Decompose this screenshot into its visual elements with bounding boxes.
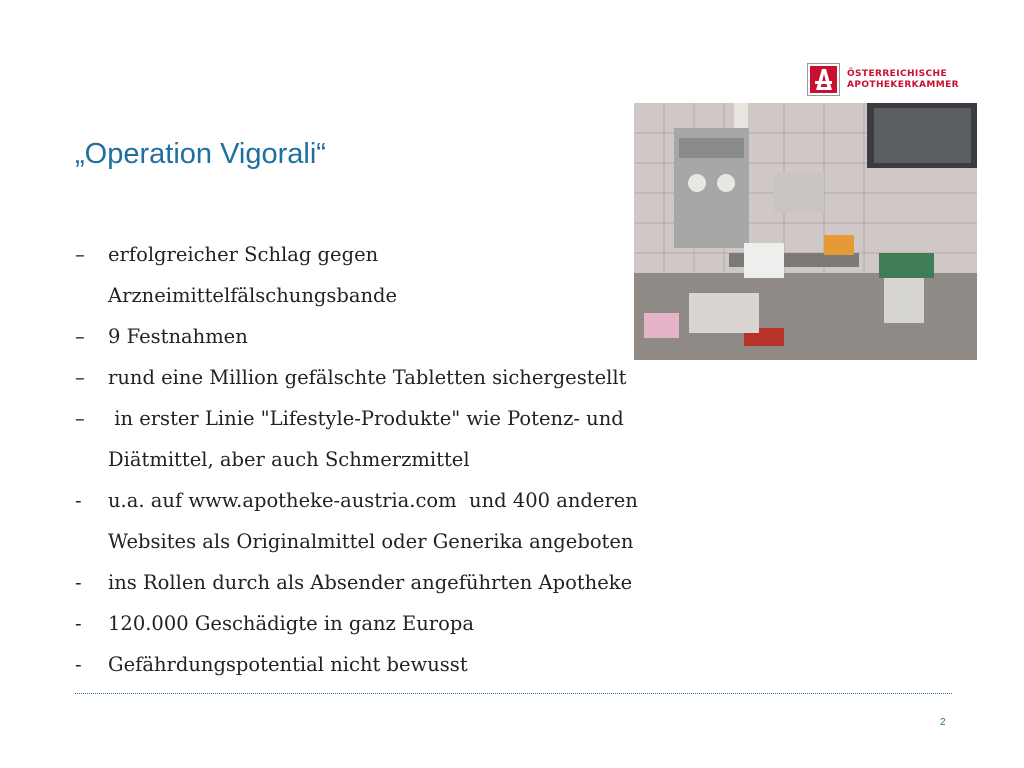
bullet-item — [75, 398, 675, 480]
bullet-list — [75, 234, 675, 685]
bullet-line: in erster Linie "Lifestyle-Produkte" wie Potenz- und — [108, 407, 624, 430]
apothekerkammer-logo — [807, 63, 960, 99]
bullet-marker: - — [75, 653, 82, 676]
bullet-line: 120.000 Geschädigte in ganz Europa — [108, 612, 474, 635]
bullet-line: erfolgreicher Schlag gegen — [108, 243, 379, 266]
bullet-marker: – — [75, 366, 85, 389]
bullet-line: Gefährdungspotential nicht bewusst — [108, 653, 468, 676]
apotheke-a-icon — [807, 63, 840, 96]
bullet-line: 9 Festnahmen — [108, 325, 248, 348]
bullet-line: u.a. auf www.apotheke-austria.com und 400 anderen — [108, 489, 638, 512]
bullet-item — [75, 603, 675, 644]
bullet-item — [75, 480, 675, 562]
bullet-marker: – — [75, 407, 85, 430]
bullet-item — [75, 644, 675, 685]
bullet-line: Websites als Originalmittel oder Generika angeboten — [108, 530, 634, 553]
page-number: 2 — [940, 717, 946, 728]
bullet-marker: – — [75, 243, 85, 266]
logo-line-1: ÖSTERREICHISCHE — [847, 69, 948, 79]
slide-title: „Operation Vigorali“ — [75, 138, 326, 170]
logo-text — [847, 69, 959, 91]
bullet-item — [75, 357, 675, 398]
bullet-line: ins Rollen durch als Absender angeführten Apotheke — [108, 571, 633, 594]
bullet-marker: - — [75, 612, 82, 635]
bullet-line: Diätmittel, aber auch Schmerzmittel — [108, 448, 470, 471]
bullet-marker: - — [75, 571, 82, 594]
workshop-photo — [634, 103, 977, 360]
bullet-item — [75, 234, 675, 316]
bullet-item — [75, 316, 675, 357]
bullet-marker: - — [75, 489, 82, 512]
bullet-line: Arzneimittelfälschungsbande — [108, 284, 398, 307]
footer-divider — [75, 693, 952, 694]
bullet-item — [75, 562, 675, 603]
bullet-line: rund eine Million gefälschte Tabletten sichergestellt — [108, 366, 627, 389]
logo-line-2: APOTHEKERKAMMER — [847, 80, 960, 90]
bullet-marker: – — [75, 325, 85, 348]
